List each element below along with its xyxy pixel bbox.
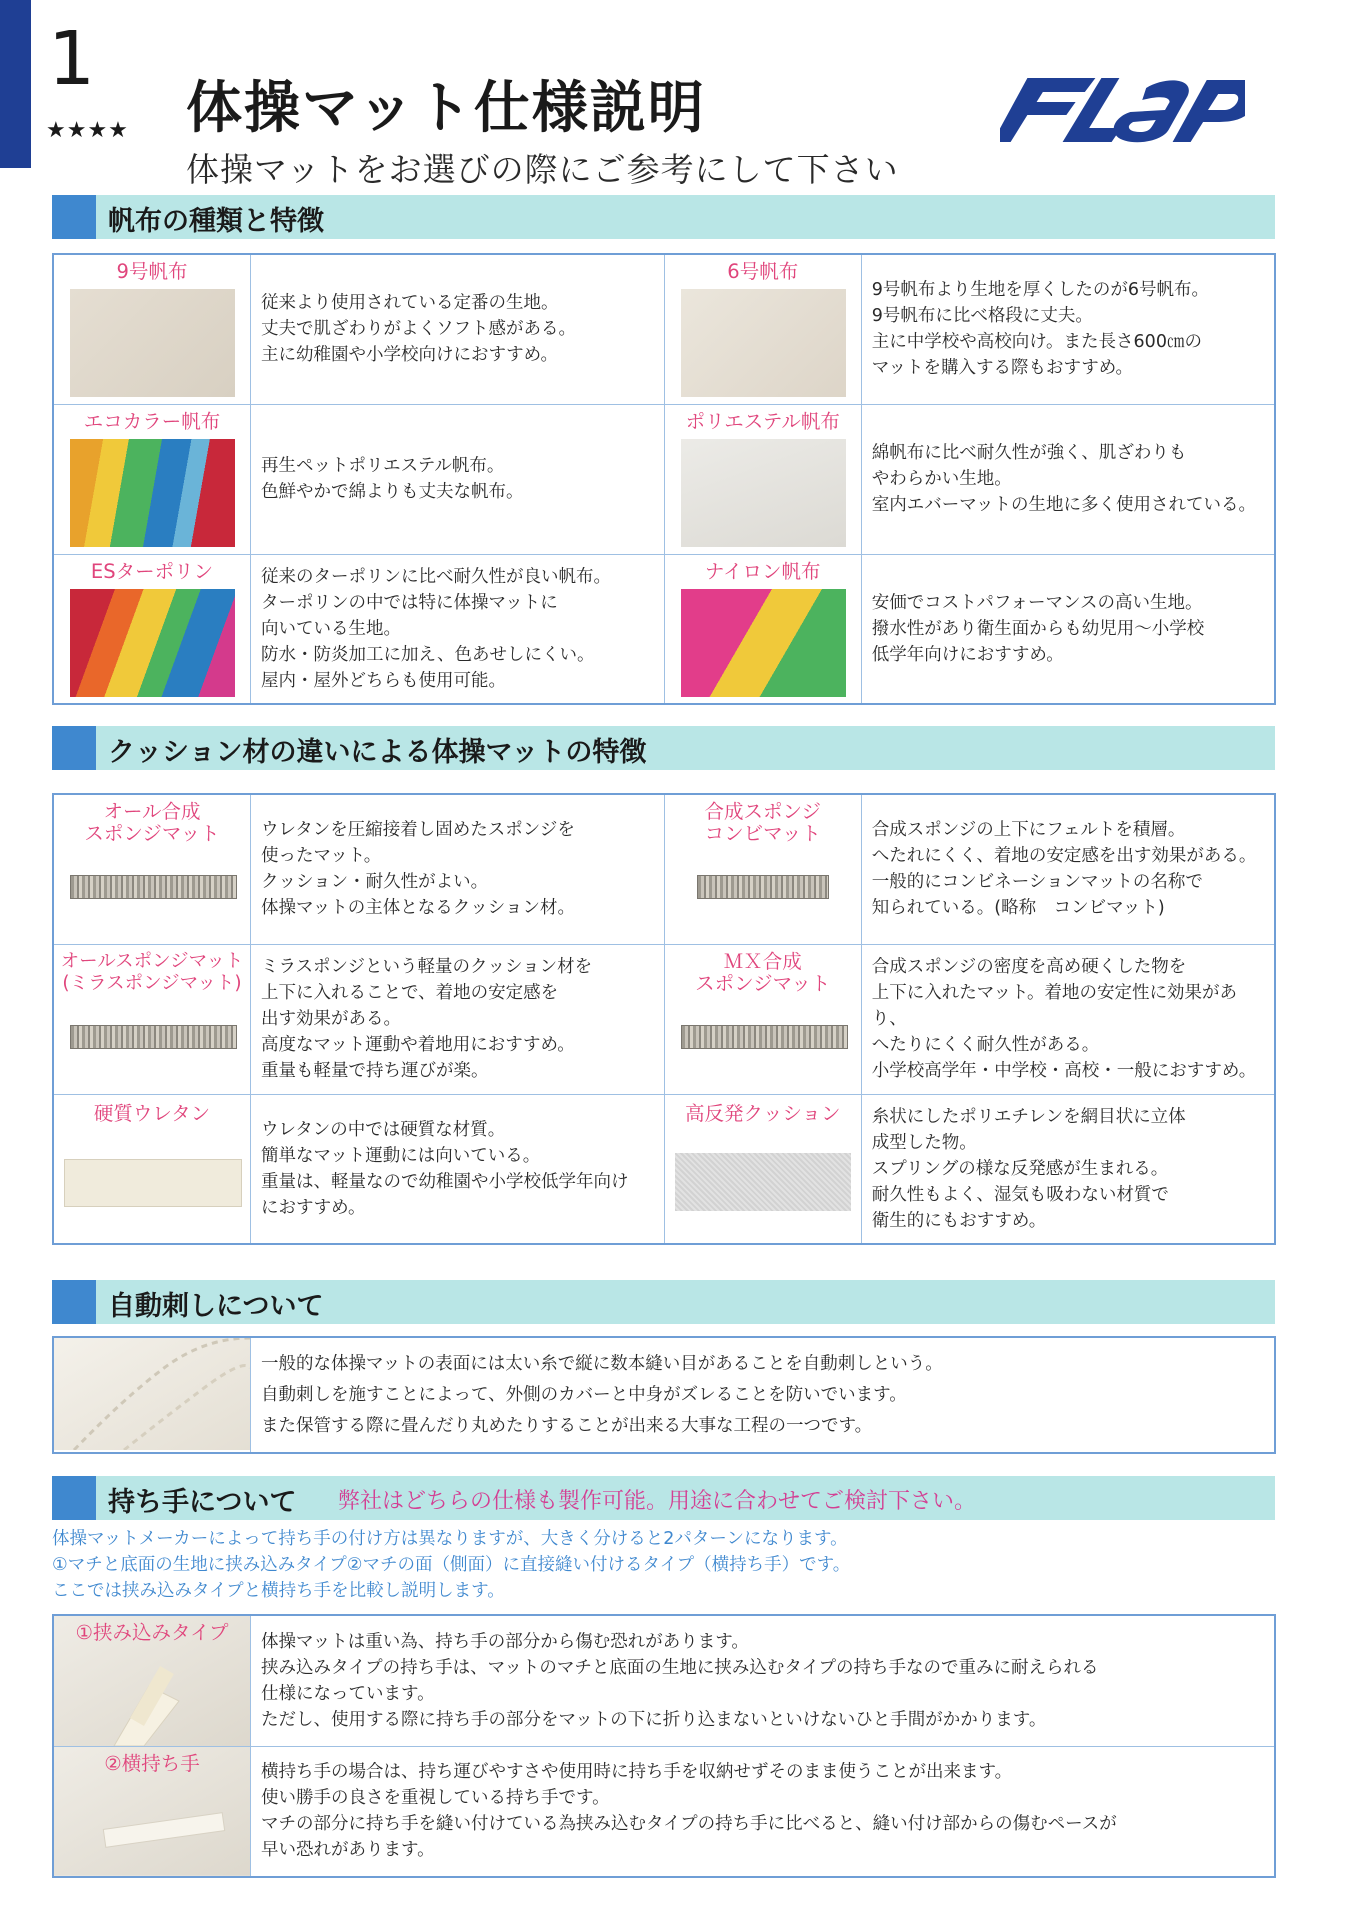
stitching-description: 一般的な体操マットの表面には太い糸で縦に数本縫い目があることを自動刺しという。 自動刺しを施すことによって、外側のカバーと中身がズレることを防いでいます。 また保管する際に畳んだり丸めたりすることが出来る大事な工程の一つです。 [251,1337,1276,1453]
handle-cell [53,1615,251,1746]
cushion-cell [53,794,251,944]
cushion-description: ウレタンを圧縮接着し固めたスポンジを 使ったマット。 クッション・耐久性がよい。 体操マットの主体となるクッション材。 [251,794,665,944]
cushion-description: ミラスポンジという軽量のクッション材を 上下に入れることで、着地の安定感を 出す効果がある。 高度なマット運動や着地用におすすめ。 重量も軽量で持ち運びが楽。 [251,944,665,1094]
cushion-sample-image [697,875,829,899]
handle-image [54,1777,250,1877]
cushion-cell [664,1094,861,1244]
cushion-sample-image [681,1025,848,1049]
section-marker [52,1280,96,1324]
cushion-sample-image [675,1153,851,1211]
canvas-description: 安価でコストパフォーマンスの高い生地。 撥水性があり衛生面からも幼児用〜小学校 低学年向けにおすすめ。 [861,554,1275,704]
section-title: 持ち手について [108,1487,297,1518]
flap-logo [1000,70,1245,150]
canvas-label: エコカラー帆布 [83,409,221,433]
cushion-cell [664,794,861,944]
canvas-cell [53,554,251,704]
canvas-cell [664,404,861,554]
canvas-label: 6号帆布 [727,260,799,283]
canvas-label: ESターポリン [90,559,214,583]
cushion-sample-image [70,875,237,899]
canvas-swatch-image [681,289,846,397]
stitching-image-cell [53,1337,251,1453]
section-marker [52,726,96,770]
cushion-label: オールスポンジマット (ミラスポンジマット) [60,950,244,994]
section-heading-handles [52,1476,1275,1520]
section-marker [52,195,96,239]
canvas-description: 従来より使用されている定番の生地。 丈夫で肌ざわりがよくソフト感がある。 主に幼稚園や小学校向けにおすすめ。 [251,254,665,404]
page-subtitle: 体操マットをお選びの際にご参考にして下さい [186,150,899,189]
cushion-cell [53,944,251,1094]
cushion-table [52,793,1276,1245]
cushion-description: 合成スポンジの上下にフェルトを積層。 へたれにくく、着地の安定感を出す効果がある。 一般的にコンビネーションマットの名称で 知られている。(略称 コンビマット) [861,794,1275,944]
handle-cell [53,1746,251,1877]
section-heading-stitching [52,1280,1275,1324]
handle-description: 体操マットは重い為、持ち手の部分から傷む恐れがあります。 挟み込みタイプの持ち手は、マットのマチと底面の生地に挟み込むタイプの持ち手なので重みに耐えられる 仕様になっています。 ただし、使用する際に持ち手の部分をマットの下に折り込まないといけないひと手間がかかります。 [251,1615,1276,1746]
cushion-description: 糸状にしたポリエチレンを網目状に立体 成型した物。 スプリングの様な反発感が生まれる。 耐久性もよく、湿気も吸わない材質で 衛生的にもおすすめ。 [861,1094,1275,1244]
section-title: 自動刺しについて [108,1291,324,1322]
cushion-description: 合成スポンジの密度を高め硬くした物を 上下に入れたマット。着地の安定性に効果があり、 へたりにくく耐久性がある。 小学校高学年・中学校・高校・一般におすすめ。 [861,944,1275,1094]
canvas-label: 9号帆布 [116,260,188,283]
canvas-swatch-image [70,289,235,397]
cushion-label: オール合成 スポンジマット [84,800,220,845]
canvas-label: ポリエステル帆布 [685,409,840,433]
cushion-label: ＭＸ合成 スポンジマット [695,949,831,995]
canvas-description: 綿帆布に比べ耐久性が強く、肌ざわりも やわらかい生地。 室内エバーマットの生地に多く使用されている。 [861,404,1275,554]
cushion-cell [53,1094,251,1244]
canvas-swatch-image [681,439,846,547]
canvas-description: 9号帆布より生地を厚くしたのが6号帆布。 9号帆布に比べ格段に丈夫。 主に中学校や高校向け。また長さ600㎝の マットを購入する際もおすすめ。 [861,254,1275,404]
canvas-swatch-image [70,439,235,547]
section-title: 帆布の種類と特徴 [108,206,324,237]
canvas-cell [664,254,861,404]
canvas-label: ナイロン帆布 [704,559,821,583]
section-heading-canvas [52,195,1275,239]
canvas-description: 従来のターポリンに比べ耐久性が良い帆布。 ターポリンの中では特に体操マットに 向いている生地。 防水・防炎加工に加え、色あせしにくい。 屋内・屋外どちらも使用可能。 [251,554,665,704]
difficulty-stars: ★★★★ [46,118,129,143]
handles-intro: 体操マットメーカーによって持ち手の付け方は異なりますが、大きく分けると2パターンになります。 ①マチと底面の生地に挟み込みタイプ②マチの面（側面）に直接縫い付けるタイプ（横持ち手）です。 ここでは挟み込みタイプと横持ち手を比較し説明します。 [52,1529,851,1601]
section-title: クッション材の違いによる体操マットの特徴 [108,737,647,768]
cushion-sample-image [70,1025,237,1049]
handles-table [52,1614,1276,1878]
cushion-cell [664,944,861,1094]
cushion-sample-image [64,1159,242,1207]
cushion-label: 硬質ウレタン [93,1101,211,1125]
handle-description: 横持ち手の場合は、持ち運びやすさや使用時に持ち手を収納せずそのまま使うことが出来ます。 使い勝手の良さを重視している持ち手です。 マチの部分に持ち手を縫い付けている為挟み込むタイプの持ち手に比べると、縫い付け部からの傷むペースが 早い恐れがあります。 [251,1746,1276,1877]
section-heading-cushion [52,726,1275,770]
handle-image [54,1646,250,1746]
cushion-label: 合成スポンジ コンビマット [704,800,821,845]
canvas-description: 再生ペットポリエステル帆布。 色鮮やかで綿よりも丈夫な帆布。 [251,404,665,554]
page-title: 体操マット仕様説明 [186,76,706,141]
canvas-cell [664,554,861,704]
canvas-swatch-image [70,589,235,697]
quilted-mat-image [54,1338,250,1450]
handle-label: ①挟み込みタイプ [75,1621,229,1644]
handle-label: ②横持ち手 [104,1751,200,1775]
page-sidebar-tab [0,0,31,168]
cushion-label: 高反発クッション [684,1101,841,1125]
section-note: 弊社はどちらの仕様も製作可能。用途に合わせてご検討下さい。 [338,1489,977,1514]
section-marker [52,1476,96,1520]
cushion-description: ウレタンの中では硬質な材質。 簡単なマット運動には向いている。 重量は、軽量なので幼稚園や小学校低学年向け におすすめ。 [251,1094,665,1244]
page-number: 1 [48,16,96,102]
canvas-cell [53,254,251,404]
canvas-table [52,253,1276,705]
stitching-table [52,1336,1276,1454]
canvas-cell [53,404,251,554]
canvas-swatch-image [681,589,846,697]
